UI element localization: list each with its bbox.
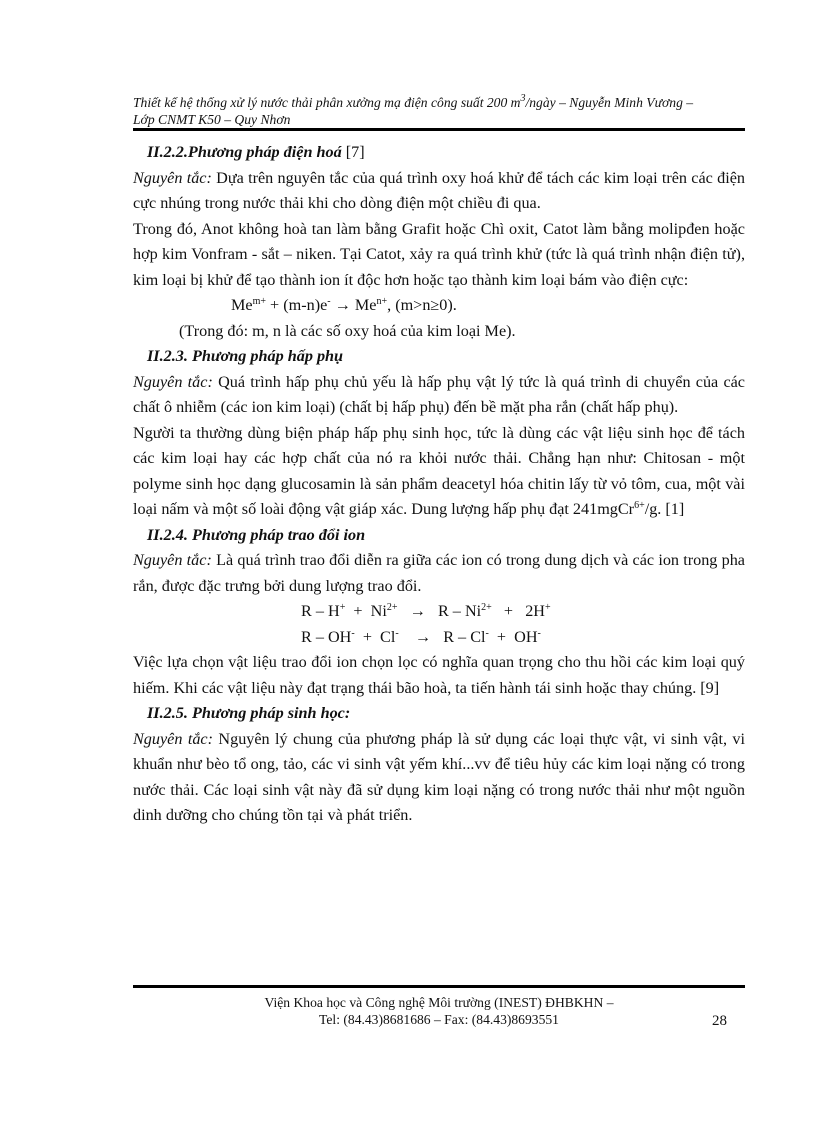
header-line-1 bbox=[133, 94, 745, 111]
footer-institute: Viện Khoa học và Công nghệ Môi trường (INEST) ĐHBKHN – bbox=[264, 995, 614, 1010]
section-heading-2-2 bbox=[133, 140, 745, 166]
eq-term: → R – Cl bbox=[398, 627, 486, 646]
document-body bbox=[133, 140, 745, 829]
eq-term: R – H bbox=[301, 602, 340, 620]
paragraph bbox=[133, 727, 745, 829]
paragraph bbox=[133, 421, 745, 523]
header-title-text: Thiết kế hệ thống xử lý nước thải phân xưởng mạ điện công suất 200 m bbox=[133, 95, 521, 110]
reaction-1 bbox=[133, 599, 745, 625]
eq-sup: - bbox=[351, 627, 355, 639]
eq-sup: n+ bbox=[376, 296, 388, 307]
principle-label: Nguyên tắc: bbox=[133, 372, 213, 391]
eq-term: → Me bbox=[330, 296, 377, 314]
section-heading-2-3: II.2.3. Phương pháp hấp phụ bbox=[147, 347, 344, 365]
footer-divider bbox=[133, 985, 745, 988]
eq-sup: 2+ bbox=[386, 602, 398, 613]
equation-note: (Trong đó: m, n là các số oxy hoá của kim loại Me). bbox=[179, 321, 516, 340]
eq-sup: m+ bbox=[252, 296, 266, 307]
paragraph-text: Nguyên lý chung của phương pháp là sử dụng các loại thực vật, vi sinh vật, vi khuẩn như bèo tổ ong, tảo, các vi sinh vật yếm khí...vv để tiêu hủy các kim loại nặng có trong nước thải. Các loại sinh vật này đã sử dụng kim loại nặng có trong nước thải như một nguồn dinh dưỡng cho chúng tồn tại và phát triển. bbox=[133, 729, 746, 824]
paragraph bbox=[133, 166, 745, 217]
paragraph-text: /g. [1] bbox=[644, 500, 685, 518]
page-footer bbox=[133, 994, 745, 1028]
eq-term: Me bbox=[231, 296, 253, 314]
eq-sup: - bbox=[537, 627, 541, 639]
eq-term: + OH bbox=[488, 627, 538, 646]
page-number: 28 bbox=[712, 1013, 727, 1029]
eq-sup: - bbox=[485, 627, 489, 639]
eq-sup: 2+ bbox=[481, 602, 492, 613]
paragraph-text: Là quá trình trao đổi diễn ra giữa các ion có trong dung dịch và các ion trong pha rắn, được đặc trưng bởi dung lượng trao đổi. bbox=[133, 551, 745, 595]
paragraph: Trong đó, Anot không hoà tan làm bằng Grafit hoặc Chì oxit, Catot làm bằng molipđen hoặc hợp kim Vonfram - sắt – niken. Tại Catot, xảy ra quá trình khử (tức là quá trình nhận điện tử), kim loại bị khử để tạo thành ion ít độc hơn hoặc tạo thành kim loại bám vào điện cực: bbox=[133, 219, 745, 289]
header-superscript: 3 bbox=[520, 93, 526, 104]
paragraph bbox=[133, 370, 745, 421]
eq-sup: - bbox=[395, 627, 399, 639]
superscript: 6+ bbox=[634, 500, 645, 511]
section-heading-2-5: II.2.5. Phương pháp sinh học: bbox=[147, 704, 351, 722]
paragraph bbox=[133, 548, 745, 599]
eq-term: → R – Ni bbox=[397, 602, 482, 620]
equation-electrolysis bbox=[133, 293, 745, 319]
principle-label: Nguyên tắc: bbox=[133, 551, 212, 569]
reaction-2 bbox=[133, 625, 745, 651]
paragraph: Việc lựa chọn vật liệu trao đổi ion chọn lọc có nghĩa quan trọng cho thu hồi các kim loại quý hiếm. Khi các vật liệu này đạt trạng thái bão hoà, ta tiến hành tái sinh hoặc thay chúng. [9] bbox=[133, 653, 745, 697]
paragraph-text: Người ta thường dùng biện pháp hấp phụ sinh học, tức là dùng các vật liệu sinh học để tách các kim loại hay các hợp chất của nó ra khỏi nước thải. Chẳng hạn như: Chitosan - một polyme sinh học dạng glucosamin là sản phẩm deacetyl hóa chitin lấy từ vỏ tôm, cua, một vài loại nấm và một số loài động vật giáp xác. Dung lượng hấp phụ đạt 241mgCr bbox=[133, 423, 745, 518]
section-heading-2-4: II.2.4. Phương pháp trao đổi ion bbox=[147, 525, 366, 544]
principle-label: Nguyên tắc: bbox=[133, 729, 214, 748]
header-title-tail: /ngày – Nguyễn Minh Vương – bbox=[525, 95, 694, 110]
eq-term: + (m-n)e bbox=[266, 296, 328, 314]
paragraph-text: Quá trình hấp phụ chủ yếu là hấp phụ vật lý tức là quá trình di chuyển của các chất ô nhiễm (các ion kim loại) (chất bị hấp phụ) đến bề mặt pha rắn (chất hấp phụ). bbox=[133, 372, 745, 416]
header-line-2: Lớp CNMT K50 – Quy Nhơn bbox=[133, 112, 291, 127]
paragraph-text: Dựa trên nguyên tắc của quá trình oxy hoá khử để tách các kim loại trên các điện cực nhúng trong nước thải khi cho dòng điện một chiều đi qua. bbox=[133, 168, 745, 212]
header-divider bbox=[133, 128, 745, 131]
page-header bbox=[133, 94, 745, 128]
principle-label: Nguyên tắc: bbox=[133, 168, 212, 187]
eq-sup: - bbox=[327, 296, 331, 307]
eq-sup: + bbox=[544, 602, 551, 613]
heading-text: II.2.2.Phương pháp điện hoá bbox=[147, 143, 342, 161]
citation: [7] bbox=[345, 143, 365, 161]
eq-term: , (m>n≥0). bbox=[387, 296, 457, 314]
footer-contact: Tel: (84.43)8681686 – Fax: (84.43)8693551 bbox=[319, 1012, 559, 1027]
eq-sup: + bbox=[339, 602, 346, 613]
eq-term: R – OH bbox=[301, 627, 352, 646]
eq-term: + 2H bbox=[491, 602, 545, 620]
eq-term: + Ni bbox=[345, 602, 387, 620]
eq-term: + Cl bbox=[354, 627, 396, 646]
